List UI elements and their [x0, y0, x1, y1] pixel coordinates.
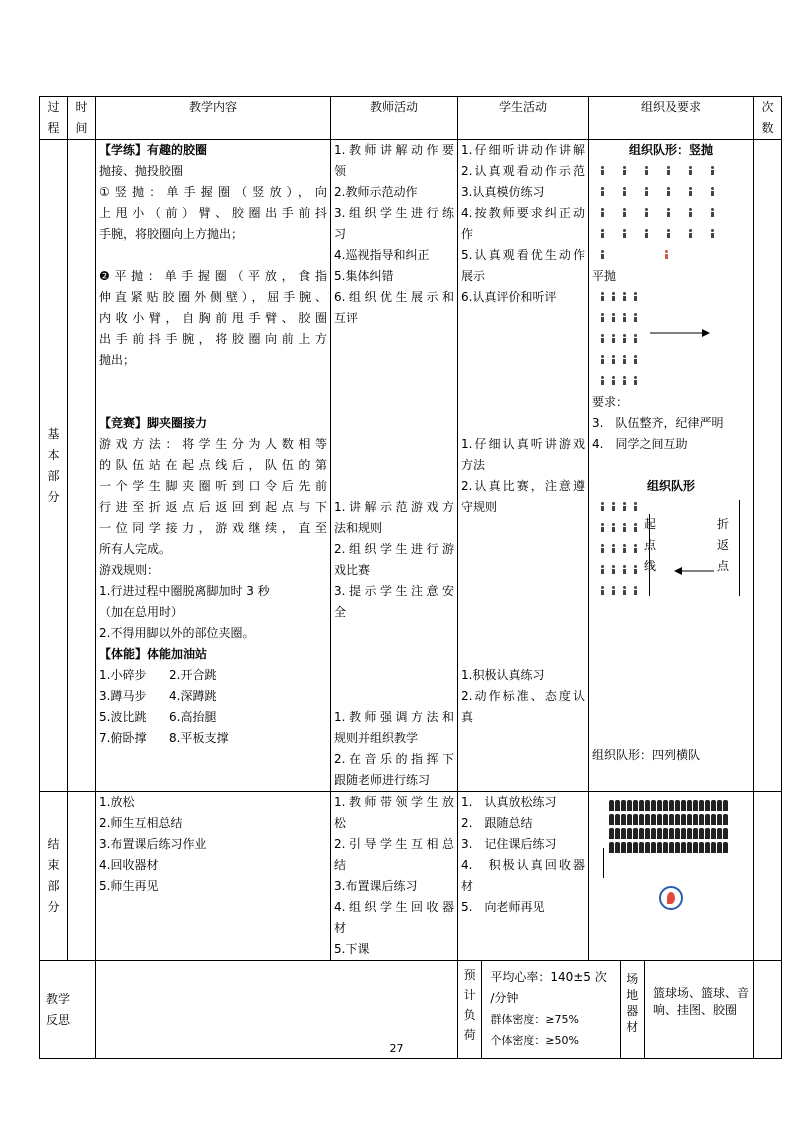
lesson-plan-table: [39, 96, 782, 1059]
org-title-vertical: 组织队形：竖抛: [628, 143, 713, 157]
end-teacher: 1.教师带领学生放 松 2.引导学生互相总 结 3.布置课后练习 4.组织学生回收器 材 5.下课: [331, 792, 458, 961]
header-content: 教学内容: [96, 97, 331, 140]
section-title-race: 【竞赛】脚夹圈接力: [99, 416, 208, 430]
header-org: 组织及要求: [589, 97, 754, 140]
basic-org: 组织队形：竖抛 平抛 要求： 3. 队伍整齐，纪律严明 4. 同学之间互助 组织队形 起 点 线 折 返 点 组织队形：四列横队: [589, 140, 754, 792]
person-icon: [600, 166, 605, 175]
end-count: [754, 792, 782, 961]
basic-student: 1.仔细听讲动作讲解 2.认真观看动作示范 3.认真模仿练习 4.按教师要求纠正动 作 5.认真观看优生动作 展示 6.认真评价和听评 1.仔细认真听讲游戏 方法 2.认真比赛，注意遵 守规则 1.积极认真练习 2.动作标准、态度认 真: [458, 140, 589, 792]
formation-crowd: [603, 800, 729, 856]
end-label: 结 束 部 分: [40, 792, 68, 961]
equipment-values: 篮球场、篮球、音 响、挂图、胶圈: [652, 986, 749, 1017]
turn-line: [739, 500, 740, 596]
end-student: 1. 认真放松练习 2. 跟随总结 3. 记住课后练习 4. 积极认真回收器 材 5. 向老师再见: [458, 792, 589, 961]
formation-relay: 起 点 线 折 返 点: [592, 497, 750, 602]
arrow-right-icon: [650, 328, 710, 338]
org-caption: 组织队形：四列横队: [592, 748, 701, 762]
basic-label: 基 本 部 分: [40, 140, 68, 792]
end-org: [589, 792, 754, 961]
header-process: 过 程: [40, 97, 68, 140]
formation-flat: [592, 287, 750, 392]
formation-vertical: [592, 161, 750, 266]
end-content: 1.放松 2.师生互相总结 3.布置课后练习作业 4.回收器材 5.师生再见: [96, 792, 331, 961]
load-label: 预 计 负 荷: [458, 961, 482, 1058]
page-number: 27: [389, 1042, 404, 1055]
header-time: 时 间: [68, 97, 96, 140]
header-student: 学生活动: [458, 97, 589, 140]
teacher-icon: [664, 250, 669, 259]
end-time: [68, 792, 96, 961]
header-row: [40, 97, 782, 140]
equipment-label: 场 地 器 材: [621, 961, 645, 1058]
basic-teacher: 1.教师讲解动作要 领 2.教师示范动作 3.组织学生进行练 习 4.巡视指导和纠正 5.集体纠错 6.组织优生展示和 互评 1.讲解示范游戏方 法和规则 2.组织学生进行游 戏比赛 3.提示学生注意安 全 1.教师强调方法和 规则并组织教学 2.在音乐的指挥下 跟随老师进行练习: [331, 140, 458, 792]
basic-time: [68, 140, 96, 792]
reflection-label: 教学 反思: [40, 961, 96, 1059]
org-title-relay: 组织队形: [646, 479, 695, 493]
end-section-row: [40, 792, 782, 961]
basic-section-row: [40, 140, 782, 792]
teacher-logo-icon: [659, 886, 683, 910]
header-count: 次 数: [754, 97, 782, 140]
section-title-practice: 【学练】有趣的胶圈: [99, 143, 208, 157]
arrow-left-icon: [674, 566, 714, 576]
header-teacher: 教师活动: [331, 97, 458, 140]
basic-content: 【学练】有趣的胶圈 抛接、抛投胶圈 ①竖抛：单手握圈（竖放），向 上甩小（前）臂、胶圈出手前抖 手腕，将胶圈向上方抛出； ❷平抛：单手握圈（平放，食指 伸直紧贴胶圈外侧壁），屈手腕、 内收小臂，自胸前甩手臂、胶圈 出手前抖手腕，将胶圈向前上方 抛出； 【竞赛】脚夹圈接力 游戏方法：将学生分为人数相等 的队伍站在起点线后，队伍的第 一个学生脚夹圈听到口令后先前 行进至折返点后返回到起点与下 一位同学接力，游戏继续，直至 所有人完成。 游戏规则： 1.行进过程中圈脱离脚加时 3 秒 （加在总用时） 2.不得用脚以外的部位夹圈。 【体能】体能加油站 1.小碎步 2.开合跳 3.蹲马步 4.深蹲跳 5.波比跳 6.高抬腿 7.俯卧撑 8.平板支撑: [96, 140, 331, 792]
basic-count: [754, 140, 782, 792]
load-values: 平均心率：140±5 次 /分钟 群体密度：≥75% 个体密度：≥50%: [482, 961, 620, 1058]
section-title-fitness: 【体能】体能加油站: [99, 647, 208, 661]
